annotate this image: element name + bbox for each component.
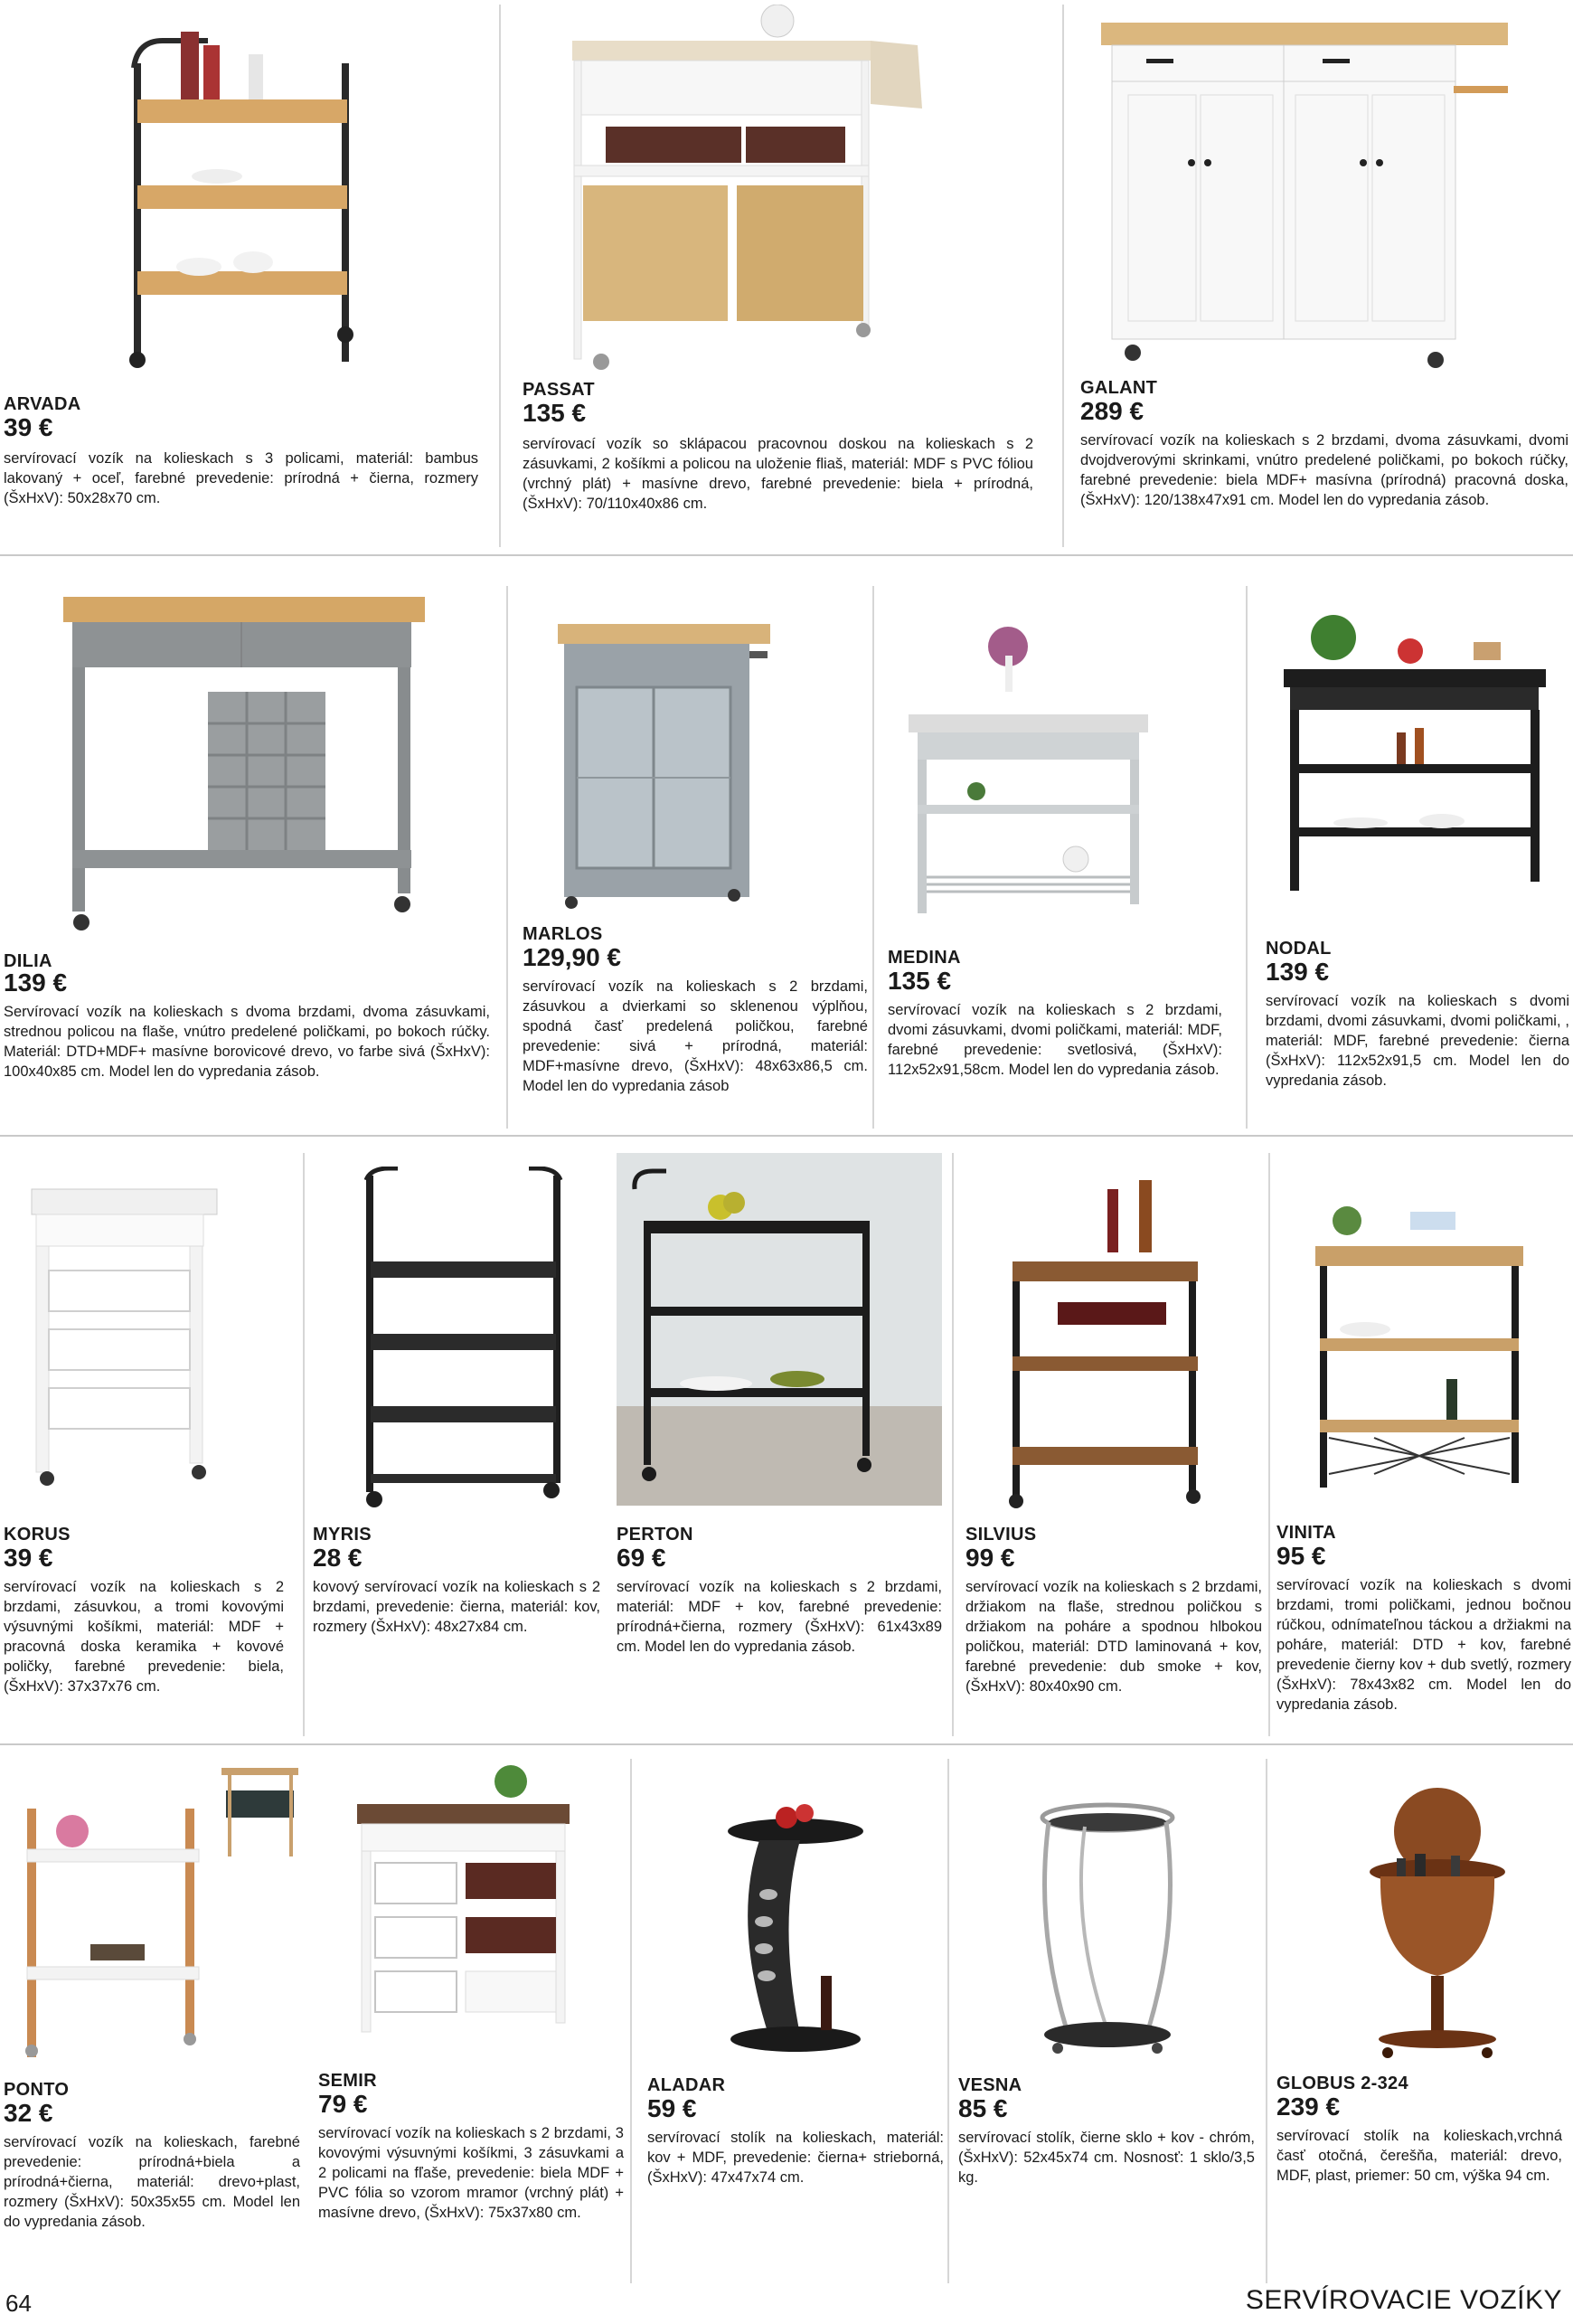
product-description: servírovací stolík na kolieskach,vrchná časť otočná, čerešňa, materiál: drevo, MDF, plast, priemer: 50 cm, výška 94 cm. — [1276, 2128, 1562, 2184]
product-name: SEMIR — [318, 2071, 377, 2091]
product-image-myris[interactable] — [362, 1167, 565, 1510]
product-name: PERTON — [617, 1525, 693, 1545]
page-number: 64 — [5, 2290, 32, 2317]
product-name: VESNA — [958, 2075, 1022, 2095]
product-image-vinita[interactable] — [1311, 1203, 1528, 1497]
product-name: VINITA — [1276, 1523, 1336, 1543]
product-description: servírovací vozík na kolieskach s 2 brzdami, 3 kovovými výsuvnými košíkmi, 3 zásuvkami a 2 policami na fľaše, prevedenie: biela MDF + PVC fólia so vzorom mramor (vrchný plát) + masívne drevo, (ŠxHxV): 75x37x80 cm. — [318, 2125, 624, 2221]
product-description: servírovací vozík na kolieskach s dvomi brzdami, tromi poličkami, jednou bočnou rúčkou, odnímateľnou táckou a držiakmi na poháre, materiál: DTD + kov, farebné prevedenie čierny kov + dub svetlý, rozmery (ŠxHxV): 78x43x82 cm. Model len do vypredania zásob. — [1276, 1577, 1571, 1713]
product-price: 85 € — [958, 2094, 1008, 2122]
column-divider — [1268, 1153, 1270, 1736]
column-divider — [1246, 586, 1248, 1129]
product-image-korus[interactable] — [27, 1185, 221, 1488]
product-description: servírovací vozík na kolieskach s 2 brzdami, dvoma zásuvkami, dvomi dvojdverovými skrinkami, vnútro predelené poličkami, po bokoch rúčky, farebné prevedenie: biela MDF+ masívna (prírodná) pracovná doska, (ŠxHxV): 120/138x47x91 cm. Model len do vypredania zásob. — [1080, 432, 1568, 508]
product-image-nodal[interactable] — [1279, 606, 1550, 904]
product-description: servírovací vozík na kolieskach s 2 brzdami, zásuvkou, a tromi kovovými výsuvnými košíkmi, materiál: MDF + pracovná doska keramika + kovové poličky, farebné prevedenie: biela, (ŠxHxV): 37x37x76 cm. — [4, 1579, 284, 1695]
product-description: servírovací vozík so sklápacou pracovnou doskou na kolieskach s 2 zásuvkami, 2 košíkmi a policou na uloženie fliaš, materiál: MDF s PVC fóliou (vrchný plát) + masívne drevo, farebné prevedenie: biela + prírodná, (ŠxHxV): 70/110x40x86 cm. — [523, 436, 1033, 512]
column-divider — [499, 5, 501, 547]
product-price: 32 € — [4, 2099, 53, 2127]
product-name: MARLOS — [523, 924, 603, 944]
product-name: PONTO — [4, 2080, 70, 2100]
product-description: servírovací vozík na kolieskach s 2 brzdami, držiakom na flaše, strednou poličkou s držiakom na poháre a spodnou hlbokou poličkou, materiál: DTD laminovaná + kov, farebné prevedenie: dub smoke + kov, (ŠxHxV): 80x40x90 cm. — [965, 1579, 1262, 1695]
product-image-galant[interactable] — [1101, 18, 1508, 371]
product-description: servírovací vozík na kolieskach s 3 policami, materiál: bambus lakovaný + oceľ, farebné prevedenie: prírodná + čierna, rozmery (ŠxHxV): 50x28x70 cm. — [4, 450, 478, 506]
product-image-medina[interactable] — [904, 615, 1153, 922]
product-description: kovový servírovací vozík na kolieskach s 2 brzdami, prevedenie: čierna, materiál: kov, rozmery (ŠxHxV): 48x27x84 cm. — [313, 1579, 600, 1635]
product-name: MYRIS — [313, 1525, 372, 1545]
product-name: GALANT — [1080, 378, 1158, 398]
column-divider — [872, 586, 874, 1129]
row-divider — [0, 554, 1573, 556]
product-image-silvius[interactable] — [1003, 1176, 1207, 1510]
product-description: servírovací vozík na kolieskach s 2 brzdami, zásuvkou a dvierkami so sklenenou výplňou, spodná časť predelená poličkou, farebné prevedenie: sivá + prírodná, materiál: MDF+masívne drevo, (ŠxHxV): 48x63x86,5 cm. Model len do vypredania zásob — [523, 978, 868, 1094]
product-price: 39 € — [4, 413, 53, 441]
column-divider — [1266, 1759, 1267, 2283]
column-divider — [1062, 5, 1064, 547]
product-image-ponto[interactable] — [18, 1763, 307, 2057]
product-image-globus[interactable] — [1361, 1781, 1514, 2071]
row-divider — [0, 1135, 1573, 1137]
product-image-semir[interactable] — [353, 1763, 579, 2044]
product-name: ARVADA — [4, 394, 81, 414]
product-name: NODAL — [1266, 939, 1332, 959]
product-image-passat[interactable] — [556, 5, 936, 375]
product-description: servírovací vozík na kolieskach s 2 brzdami, dvomi zásuvkami, dvomi poličkami, materiál: MDF, farebné prevedenie: svetlosivá, (ŠxHxV): 112x52x91,58cm. Model len do vypredania zásob. — [888, 1002, 1222, 1078]
row-divider — [0, 1743, 1573, 1745]
product-price: 79 € — [318, 2090, 368, 2118]
product-name: KORUS — [4, 1525, 71, 1545]
section-title: SERVÍROVACIE VOZÍKY — [1245, 2285, 1562, 2315]
product-description: Servírovací vozík na kolieskach s dvoma brzdami, dvoma zásuvkami, strednou policou na flaše, vnútro predelené poličkami, po bokoch rúčky. Materiál: DTD+MDF+ masívne borovicové drevo, vo farbe sivá (ŠxHxV): 100x40x85 cm. Model len do vypredania zásob. — [4, 1004, 490, 1080]
column-divider — [506, 586, 508, 1129]
product-image-aladar[interactable] — [723, 1768, 868, 2057]
product-price: 95 € — [1276, 1542, 1326, 1570]
product-price: 59 € — [647, 2094, 697, 2122]
product-name: SILVIUS — [965, 1525, 1037, 1545]
product-price: 69 € — [617, 1544, 666, 1572]
product-image-marlos[interactable] — [553, 615, 779, 913]
column-divider — [947, 1759, 949, 2283]
product-image-dilia[interactable] — [54, 592, 434, 936]
column-divider — [630, 1759, 632, 2283]
product-price: 39 € — [4, 1544, 53, 1572]
product-price: 135 € — [888, 967, 952, 995]
product-price: 239 € — [1276, 2093, 1341, 2121]
product-description: servírovací stolík, čierne sklo + kov - chróm, (ŠxHxV): 52x45x74 cm. Nosnosť: 1 sklo/3,5 kg. — [958, 2130, 1255, 2186]
product-price: 99 € — [965, 1544, 1015, 1572]
product-image-vesna[interactable] — [1031, 1800, 1193, 2057]
column-divider — [303, 1153, 305, 1736]
product-price: 129,90 € — [523, 943, 621, 971]
product-image-arvada[interactable] — [127, 14, 362, 371]
product-name: GLOBUS 2-324 — [1276, 2074, 1408, 2093]
product-image-perton[interactable] — [617, 1153, 942, 1506]
product-name: DILIA — [4, 951, 52, 971]
product-description: servírovací vozík na kolieskach, farebné prevedenie: prírodná+biela a prírodná+čierna, materiál: drevo+plast, rozmery (ŠxHxV): 50x35x55 cm. Model len do vypredania zásob. — [4, 2134, 300, 2230]
product-description: servírovací stolík na kolieskach, materiál: kov + MDF, prevedenie: čierna+ strieborná, (ŠxHxV): 47x47x74 cm. — [647, 2130, 944, 2186]
column-divider — [952, 1153, 954, 1736]
product-price: 289 € — [1080, 397, 1144, 425]
product-price: 139 € — [1266, 958, 1330, 986]
product-price: 28 € — [313, 1544, 363, 1572]
product-name: MEDINA — [888, 948, 961, 968]
product-description: servírovací vozík na kolieskach s 2 brzdami, materiál: MDF + kov, farebné prevedenie: prírodná+čierna, rozmery (ŠxHxV): 61x43x89 cm. Model len do vypredania zásob. — [617, 1579, 942, 1655]
product-price: 135 € — [523, 399, 587, 427]
product-price: 139 € — [4, 968, 68, 997]
product-name: PASSAT — [523, 380, 595, 400]
product-name: ALADAR — [647, 2075, 726, 2095]
product-description: servírovací vozík na kolieskach s dvomi brzdami, dvomi zásuvkami, dvomi poličkami, , materiál: MDF, farebné prevedenie: čierna (ŠxHxV): 112x52x91,5 cm. Model len do vypredania zásob. — [1266, 993, 1569, 1089]
